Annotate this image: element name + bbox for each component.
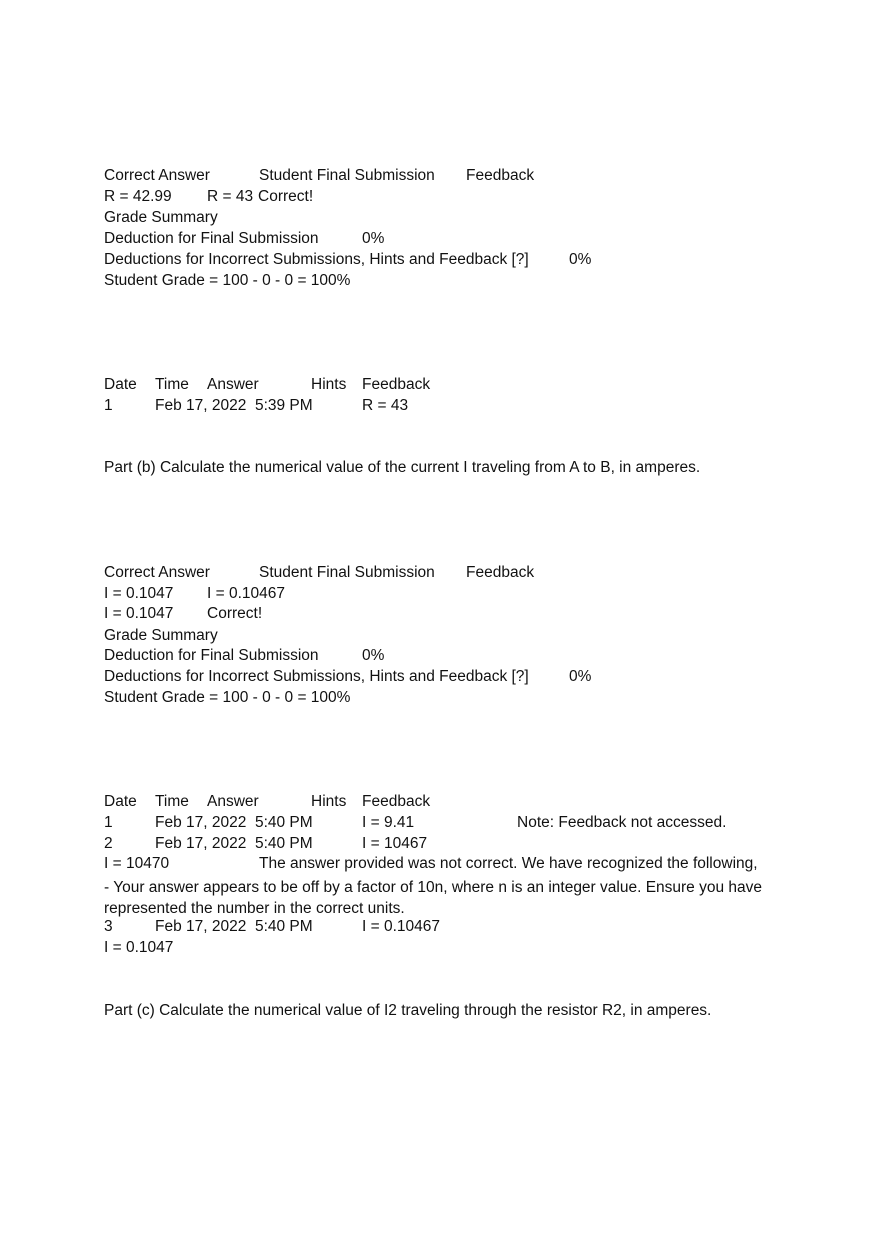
history-row-datetime: Feb 17, 2022 5:40 PM: [155, 918, 313, 935]
history-row-number: 2: [104, 835, 113, 852]
history-row-datetime: Feb 17, 2022 5:39 PM: [155, 397, 313, 414]
deduction-final-label: Deduction for Final Submission: [104, 230, 319, 247]
deduction-final-value: 0%: [362, 647, 385, 664]
student-grade: Student Grade = 100 - 0 - 0 = 100%: [104, 272, 351, 289]
history-row-datetime: Feb 17, 2022 5:40 PM: [155, 814, 313, 831]
history-row-answer: R = 43: [362, 397, 409, 414]
correct-answer-value: I = 0.1047: [104, 585, 174, 602]
feedback-value: Correct!: [258, 188, 314, 205]
header-feedback: Feedback: [466, 167, 535, 184]
header-final-submission: Student Final Submission: [259, 167, 435, 184]
history-header-time: Time: [155, 793, 189, 810]
deduction-incorrect-label: Deductions for Incorrect Submissions, Hints and Feedback [?]: [104, 668, 529, 685]
history-header-time: Time: [155, 376, 189, 393]
history-row-datetime: Feb 17, 2022 5:40 PM: [155, 835, 313, 852]
history-header-answer: Answer: [207, 376, 259, 393]
history-row-answer: I = 9.41: [362, 814, 415, 831]
grade-summary-label: Grade Summary: [104, 209, 218, 226]
history-header-feedback: Feedback: [362, 793, 431, 810]
history-header-date: Date: [104, 376, 137, 393]
header-final-submission: Student Final Submission: [259, 564, 435, 581]
part-c-question: Part (c) Calculate the numerical value of I2 traveling through the resistor R2, in amperes.: [104, 1002, 712, 1019]
history-row-answer: I = 10467: [362, 835, 428, 852]
header-correct-answer: Correct Answer: [104, 564, 210, 581]
deduction-incorrect-value: 0%: [569, 251, 592, 268]
history-header-hints: Hints: [311, 793, 347, 810]
deduction-incorrect-label: Deductions for Incorrect Submissions, Hints and Feedback [?]: [104, 251, 529, 268]
history-row-note: Note: Feedback not accessed.: [517, 814, 727, 831]
history-row-answer: I = 0.10467: [362, 918, 440, 935]
history-row-correct-value: I = 0.1047: [104, 939, 174, 956]
header-feedback: Feedback: [466, 564, 535, 581]
final-submission-value: I = 0.10467: [207, 585, 285, 602]
history-header-hints: Hints: [311, 376, 347, 393]
part-b-question: Part (b) Calculate the numerical value of the current I traveling from A to B, in amperes.: [104, 459, 701, 476]
history-row-number: 1: [104, 397, 113, 414]
feedback-value: Correct!: [207, 605, 263, 622]
history-row-number: 1: [104, 814, 113, 831]
correct-answer-value-repeat: I = 0.1047: [104, 605, 174, 622]
deduction-final-label: Deduction for Final Submission: [104, 647, 319, 664]
grade-summary-label: Grade Summary: [104, 627, 218, 644]
deduction-final-value: 0%: [362, 230, 385, 247]
deduction-incorrect-value: 0%: [569, 668, 592, 685]
correct-answer-value: R = 42.99: [104, 188, 172, 205]
history-row-number: 3: [104, 918, 113, 935]
history-row-correct-value: I = 10470: [104, 855, 170, 872]
history-row-feedback-detail: - Your answer appears to be off by a factor of 10n, where n is an integer value. Ensure you have represented the number in the correct units.: [104, 879, 763, 917]
history-row-feedback: The answer provided was not correct. We have recognized the following,: [259, 855, 758, 872]
final-submission-value: R = 43: [207, 188, 254, 205]
history-header-feedback: Feedback: [362, 376, 431, 393]
history-header-answer: Answer: [207, 793, 259, 810]
student-grade: Student Grade = 100 - 0 - 0 = 100%: [104, 689, 351, 706]
header-correct-answer: Correct Answer: [104, 167, 210, 184]
history-header-date: Date: [104, 793, 137, 810]
